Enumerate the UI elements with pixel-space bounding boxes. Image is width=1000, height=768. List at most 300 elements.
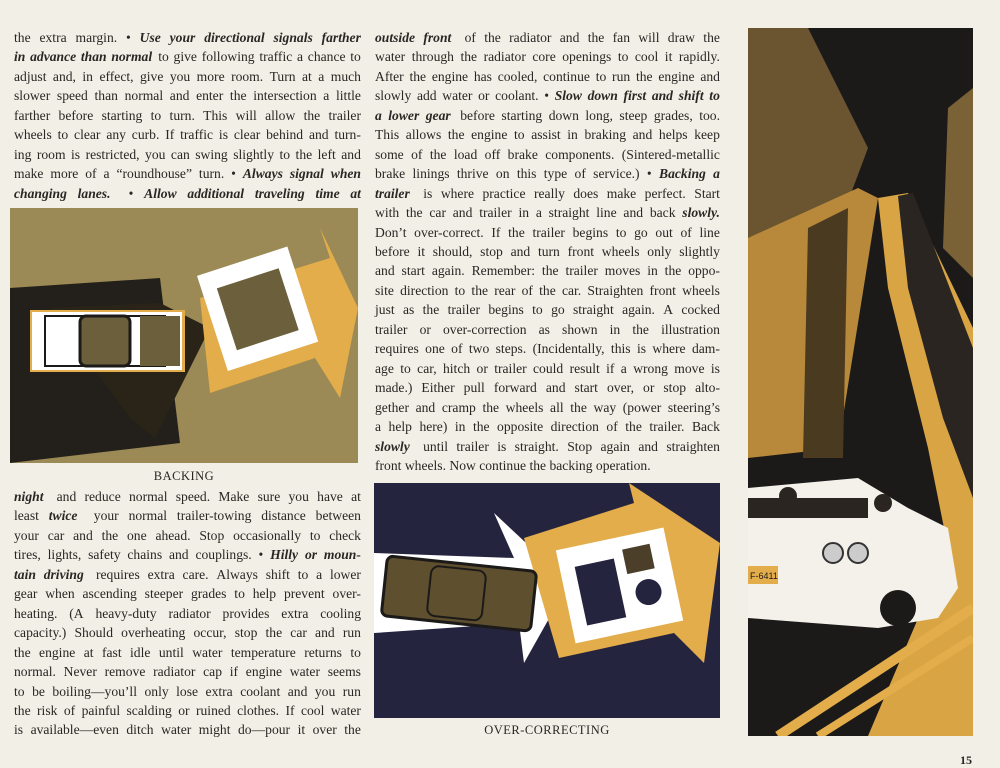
body-text bbox=[415, 437, 418, 456]
body-text: • bbox=[128, 185, 137, 201]
column2-text bbox=[375, 28, 720, 475]
body-text: the bbox=[541, 263, 562, 279]
body-text: the bbox=[265, 625, 286, 641]
body-text: painful bbox=[81, 702, 124, 718]
text-line bbox=[375, 437, 720, 456]
body-text: too. bbox=[699, 107, 720, 123]
body-text: normal bbox=[124, 88, 167, 104]
body-text: remove bbox=[104, 664, 149, 680]
emphasis-text: night bbox=[14, 489, 44, 504]
body-text: Should bbox=[74, 625, 117, 641]
text-line bbox=[375, 378, 720, 397]
body-text: If bbox=[165, 127, 178, 143]
body-text: gear bbox=[14, 586, 41, 602]
body-text: components. bbox=[545, 146, 618, 162]
body-text: cocked bbox=[681, 302, 720, 318]
body-text: the bbox=[295, 146, 316, 162]
text-line bbox=[375, 242, 720, 261]
body-text: idle bbox=[130, 644, 154, 660]
body-text: line bbox=[596, 205, 621, 221]
body-text: radiator bbox=[483, 49, 530, 65]
body-text: is bbox=[497, 438, 510, 454]
body-text: service.) bbox=[593, 166, 643, 182]
body-text: slightly bbox=[233, 146, 278, 162]
body-text: requires bbox=[375, 341, 423, 357]
body-text: occasionally bbox=[233, 527, 305, 543]
text-line bbox=[14, 47, 361, 66]
body-text: over-correct. bbox=[414, 224, 488, 240]
body-text: • bbox=[544, 88, 553, 104]
body-text: fast bbox=[101, 644, 125, 660]
body-text: a bbox=[323, 88, 333, 104]
body-text: Make bbox=[218, 489, 253, 504]
body-text: fan bbox=[612, 30, 634, 45]
body-text: engine bbox=[431, 68, 472, 84]
text-line bbox=[375, 417, 720, 436]
emphasis-text: trailer bbox=[375, 185, 410, 201]
body-text: over- bbox=[332, 586, 361, 602]
body-text: trailer bbox=[375, 321, 411, 337]
body-text: help bbox=[252, 586, 280, 602]
body-text: this bbox=[610, 341, 634, 357]
body-text: this bbox=[516, 166, 540, 182]
body-text: braking bbox=[584, 127, 630, 143]
body-text: If bbox=[285, 702, 298, 718]
body-text: do—pour bbox=[237, 722, 294, 738]
text-line bbox=[375, 320, 720, 339]
body-text: back bbox=[649, 205, 679, 221]
body-text: starting bbox=[101, 107, 146, 123]
body-text: linings bbox=[412, 166, 453, 182]
body-text: occur, bbox=[193, 625, 230, 641]
body-text: and bbox=[168, 547, 192, 563]
body-text: wheels. bbox=[404, 457, 450, 473]
body-text bbox=[454, 106, 457, 125]
body-text: and bbox=[56, 489, 80, 504]
body-text: again. bbox=[622, 302, 659, 318]
body-text: practice bbox=[482, 185, 529, 201]
body-text: car bbox=[47, 527, 68, 543]
body-text: trailer bbox=[447, 302, 484, 318]
body-text: turn bbox=[537, 243, 564, 259]
emphasis-text: signal bbox=[289, 166, 328, 182]
body-text: and bbox=[73, 527, 97, 543]
body-text: oppo- bbox=[688, 263, 720, 279]
body-text: (Incidentally, bbox=[532, 341, 608, 357]
body-text: “roundhouse” bbox=[116, 166, 196, 182]
body-text bbox=[118, 184, 121, 203]
body-text: give bbox=[139, 68, 167, 84]
body-text: move bbox=[674, 360, 708, 376]
body-text: at bbox=[302, 68, 316, 84]
body-text: or bbox=[643, 380, 658, 396]
body-text: the bbox=[101, 527, 122, 543]
body-text: engine bbox=[245, 664, 286, 680]
body-text: (A bbox=[69, 605, 87, 621]
body-text: the bbox=[482, 399, 503, 415]
body-text: the bbox=[447, 127, 468, 143]
body-text: to bbox=[279, 146, 294, 162]
over-correcting-illustration bbox=[374, 483, 720, 718]
body-text: one bbox=[127, 527, 151, 543]
body-text: should, bbox=[432, 243, 476, 259]
body-text: and bbox=[638, 438, 662, 454]
emphasis-text: additional bbox=[187, 185, 248, 201]
body-text: slower bbox=[14, 88, 54, 104]
text-line bbox=[375, 67, 720, 86]
body-text: to bbox=[158, 49, 173, 65]
text-line bbox=[14, 28, 361, 47]
body-text: front bbox=[375, 457, 405, 473]
body-text: Turn bbox=[269, 68, 299, 84]
body-text: speed bbox=[56, 88, 92, 104]
body-text: in bbox=[567, 127, 582, 143]
body-text: give bbox=[173, 49, 201, 65]
body-text: operation. bbox=[595, 457, 651, 473]
body-text: allows bbox=[405, 127, 445, 143]
body-text: lower bbox=[329, 566, 361, 582]
body-text: the bbox=[508, 224, 529, 240]
body-text: any bbox=[106, 127, 130, 143]
body-text: steering’s bbox=[667, 399, 720, 415]
body-text: over-correction bbox=[443, 321, 530, 337]
body-text: ascending bbox=[82, 586, 141, 602]
body-text: your bbox=[14, 527, 43, 543]
body-text: clothes. bbox=[237, 702, 283, 718]
body-text: least bbox=[14, 508, 43, 524]
body-text: go bbox=[634, 224, 652, 240]
body-text: the bbox=[14, 30, 35, 45]
emphasis-text: signals bbox=[273, 30, 317, 45]
body-text: slowly bbox=[375, 88, 415, 104]
text-line bbox=[375, 106, 720, 125]
body-text: the bbox=[472, 419, 493, 435]
body-text: ing bbox=[14, 146, 35, 162]
body-text: run bbox=[342, 683, 361, 699]
body-text: normal. bbox=[14, 664, 60, 680]
body-text: straight bbox=[548, 205, 593, 221]
body-text: the bbox=[471, 282, 492, 298]
body-text: the bbox=[14, 644, 35, 660]
body-text: Straighten bbox=[587, 282, 647, 298]
body-text: a bbox=[318, 68, 328, 84]
body-text: coolant. bbox=[495, 88, 542, 104]
body-text: extra bbox=[147, 566, 179, 582]
text-line bbox=[14, 643, 361, 662]
body-text: and bbox=[415, 399, 439, 415]
body-text: to bbox=[309, 527, 324, 543]
body-text: the bbox=[484, 30, 505, 45]
body-text: or bbox=[478, 88, 493, 104]
body-text: and bbox=[308, 127, 332, 143]
body-text: extra bbox=[281, 605, 312, 621]
text-line bbox=[14, 164, 361, 183]
body-text: before bbox=[460, 107, 499, 123]
text-line bbox=[14, 184, 361, 203]
body-text: to bbox=[400, 360, 415, 376]
body-text: just bbox=[375, 302, 399, 318]
mountain-road-illustration bbox=[748, 28, 973, 736]
body-text: straight bbox=[572, 302, 618, 318]
body-text: car, bbox=[417, 360, 441, 376]
body-text: engine bbox=[658, 68, 698, 84]
body-text: be bbox=[32, 683, 49, 699]
body-text: and bbox=[632, 127, 656, 143]
body-text: a bbox=[535, 205, 546, 221]
body-text bbox=[153, 47, 156, 66]
body-text: • bbox=[258, 547, 267, 563]
body-text: shown bbox=[562, 321, 601, 337]
body-text: site bbox=[375, 282, 398, 298]
body-text: openings bbox=[562, 49, 615, 65]
body-text: the bbox=[405, 205, 426, 221]
body-text: water bbox=[289, 664, 324, 680]
body-text: wheels bbox=[601, 243, 643, 259]
body-text: engine bbox=[471, 127, 511, 143]
body-text: here) bbox=[419, 419, 451, 435]
body-text: continue bbox=[543, 68, 594, 84]
body-text: you bbox=[145, 146, 169, 162]
body-text: to bbox=[532, 302, 547, 318]
text-line bbox=[375, 281, 720, 300]
body-text: ahead. bbox=[155, 527, 194, 543]
body-text: result bbox=[569, 360, 604, 376]
body-text: cooled, bbox=[497, 68, 541, 84]
emphasis-text: shift bbox=[678, 88, 708, 104]
body-text: wheels bbox=[682, 282, 720, 298]
body-text: • bbox=[646, 166, 656, 182]
body-text: capacity.) bbox=[14, 625, 70, 641]
body-text: boiling—you’ll bbox=[52, 683, 141, 699]
emphasis-text: lanes. bbox=[77, 185, 111, 201]
body-text: cap bbox=[203, 664, 226, 680]
body-text: left bbox=[317, 146, 340, 162]
body-text: wheels bbox=[505, 399, 547, 415]
body-text: the bbox=[703, 30, 720, 45]
caption-over-correcting: OVER-CORRECTING bbox=[484, 723, 610, 737]
text-line bbox=[14, 604, 361, 623]
body-text: made.) bbox=[375, 380, 416, 396]
body-text: over bbox=[312, 722, 341, 738]
body-text: than bbox=[94, 88, 122, 104]
body-text: much bbox=[330, 68, 361, 84]
body-text: before bbox=[375, 243, 414, 259]
body-text: cramp bbox=[441, 399, 480, 415]
body-text: the bbox=[422, 302, 443, 318]
body-text: rapidly. bbox=[678, 49, 720, 65]
body-text: trailer-towing bbox=[176, 508, 255, 524]
body-text: returns bbox=[304, 644, 346, 660]
body-text: couplings. bbox=[195, 547, 256, 563]
body-text: of bbox=[411, 146, 426, 162]
body-text: and bbox=[287, 683, 311, 699]
body-text: between bbox=[315, 508, 361, 524]
body-text: Start bbox=[694, 185, 720, 201]
body-text: only bbox=[144, 683, 173, 699]
body-text: of bbox=[451, 341, 466, 357]
body-text: scalding bbox=[126, 702, 176, 718]
body-text: farther bbox=[14, 107, 54, 123]
text-line bbox=[14, 662, 361, 681]
body-text: the bbox=[587, 30, 608, 45]
body-text: straighten bbox=[666, 438, 720, 454]
text-line bbox=[375, 339, 720, 358]
emphasis-text: front bbox=[423, 30, 452, 45]
body-text: front bbox=[649, 282, 680, 298]
body-text: opposite bbox=[497, 419, 547, 435]
body-text: or bbox=[178, 702, 193, 718]
body-text: direction bbox=[400, 282, 452, 298]
body-text: swing bbox=[195, 146, 232, 162]
body-text: the bbox=[303, 107, 324, 123]
body-text: the bbox=[429, 146, 450, 162]
caption-backing: BACKING bbox=[153, 469, 215, 483]
body-text: a bbox=[297, 49, 307, 65]
body-text: helps bbox=[658, 127, 691, 143]
body-text: illustration bbox=[661, 321, 720, 337]
body-text: pull bbox=[463, 380, 489, 396]
emphasis-text: tain bbox=[14, 566, 40, 582]
body-text: trailer bbox=[479, 205, 516, 221]
body-text: trailer bbox=[494, 360, 531, 376]
body-text: risk bbox=[37, 702, 61, 718]
body-text: trailer bbox=[532, 224, 569, 240]
emphasis-text: time bbox=[315, 185, 343, 201]
emphasis-text: gear bbox=[425, 107, 451, 123]
body-text: Stop bbox=[199, 527, 228, 543]
body-text: Don’t bbox=[375, 224, 410, 240]
body-text: reduce bbox=[84, 489, 125, 504]
body-text: run bbox=[342, 625, 361, 641]
body-text: and bbox=[341, 146, 361, 162]
body-text: engine bbox=[39, 644, 79, 660]
body-text: begins bbox=[572, 224, 612, 240]
body-text: the bbox=[539, 282, 560, 298]
emphasis-text: Use bbox=[139, 30, 165, 45]
emphasis-text: Always bbox=[242, 166, 287, 182]
body-text: water bbox=[192, 644, 226, 660]
body-text: extra bbox=[39, 30, 71, 45]
body-text: with bbox=[375, 205, 403, 221]
body-text: to bbox=[350, 49, 361, 65]
body-text: until bbox=[158, 644, 188, 660]
body-text: adjust bbox=[14, 68, 50, 84]
body-text: your bbox=[93, 508, 123, 524]
body-text: coolant bbox=[240, 683, 284, 699]
body-text: only bbox=[647, 243, 675, 259]
body-text: (power bbox=[622, 399, 665, 415]
body-text: and bbox=[452, 205, 476, 221]
body-text: to bbox=[617, 49, 632, 65]
body-text: requires bbox=[95, 566, 144, 582]
body-text: keep bbox=[694, 127, 720, 143]
body-text bbox=[48, 487, 51, 506]
body-text: and bbox=[510, 243, 534, 259]
body-text: cool bbox=[634, 49, 662, 65]
body-text: might bbox=[198, 722, 234, 738]
body-text: (Sintered-metallic bbox=[621, 146, 720, 162]
text-line bbox=[375, 164, 720, 183]
body-text: of bbox=[63, 702, 79, 718]
body-text: water bbox=[375, 49, 409, 65]
body-text: safety bbox=[88, 547, 124, 563]
body-text: car bbox=[290, 625, 311, 641]
text-line bbox=[14, 565, 361, 584]
text-line bbox=[14, 86, 361, 105]
body-text: the bbox=[14, 702, 35, 718]
emphasis-text: or bbox=[304, 547, 321, 563]
body-text: to bbox=[350, 644, 361, 660]
body-text: front bbox=[567, 243, 598, 259]
text-line bbox=[375, 28, 720, 47]
body-text: the bbox=[229, 88, 250, 104]
emphasis-text: and bbox=[651, 88, 677, 104]
body-text: as bbox=[402, 302, 418, 318]
body-text: add bbox=[416, 88, 440, 104]
body-text: clear bbox=[233, 127, 264, 143]
body-text: and bbox=[545, 380, 569, 396]
body-text: gether bbox=[375, 399, 413, 415]
body-text: you bbox=[314, 683, 339, 699]
emphasis-text: Backing bbox=[659, 166, 710, 182]
body-text: • bbox=[126, 30, 135, 45]
body-text: the bbox=[529, 457, 550, 473]
body-text: radiator bbox=[153, 664, 199, 680]
emphasis-text: Allow bbox=[144, 185, 181, 201]
body-text: could bbox=[533, 360, 567, 376]
body-text: through bbox=[411, 49, 458, 65]
body-text: have bbox=[317, 489, 347, 504]
body-text: when bbox=[45, 586, 79, 602]
body-text: of bbox=[606, 419, 622, 435]
body-text: trailer bbox=[456, 438, 493, 454]
text-line bbox=[14, 506, 361, 525]
body-text: cool bbox=[300, 702, 328, 718]
body-text: and bbox=[623, 205, 647, 221]
text-line bbox=[14, 682, 361, 701]
body-text: run bbox=[612, 68, 634, 84]
body-text: turn- bbox=[334, 127, 361, 143]
body-text: over, bbox=[606, 380, 638, 396]
body-text: trailer bbox=[328, 107, 361, 123]
body-text: before bbox=[58, 107, 97, 123]
body-text: in bbox=[454, 419, 469, 435]
body-text: distance bbox=[261, 508, 310, 524]
body-text: straight. bbox=[514, 438, 563, 454]
body-text: A bbox=[663, 302, 677, 318]
body-text: to bbox=[615, 224, 630, 240]
body-text: to bbox=[454, 282, 469, 298]
body-text: more bbox=[196, 68, 229, 84]
emphasis-text: slowly. bbox=[682, 205, 720, 221]
emphasis-text: changing bbox=[14, 185, 71, 201]
body-text: extra bbox=[205, 683, 237, 699]
body-text: to bbox=[14, 683, 28, 699]
body-text: to bbox=[297, 566, 312, 582]
text-line bbox=[375, 184, 720, 203]
body-text: room bbox=[36, 146, 69, 162]
body-text: water bbox=[161, 722, 195, 738]
body-text: Never bbox=[63, 664, 101, 680]
body-text: clear bbox=[74, 127, 104, 143]
body-text: will bbox=[235, 107, 261, 123]
body-text: continue bbox=[479, 457, 530, 473]
body-text: normal bbox=[128, 508, 171, 524]
body-text: down bbox=[548, 107, 583, 123]
emphasis-text: driving bbox=[43, 566, 84, 582]
body-text: ditch bbox=[126, 722, 157, 738]
emphasis-text: outside bbox=[375, 30, 419, 45]
